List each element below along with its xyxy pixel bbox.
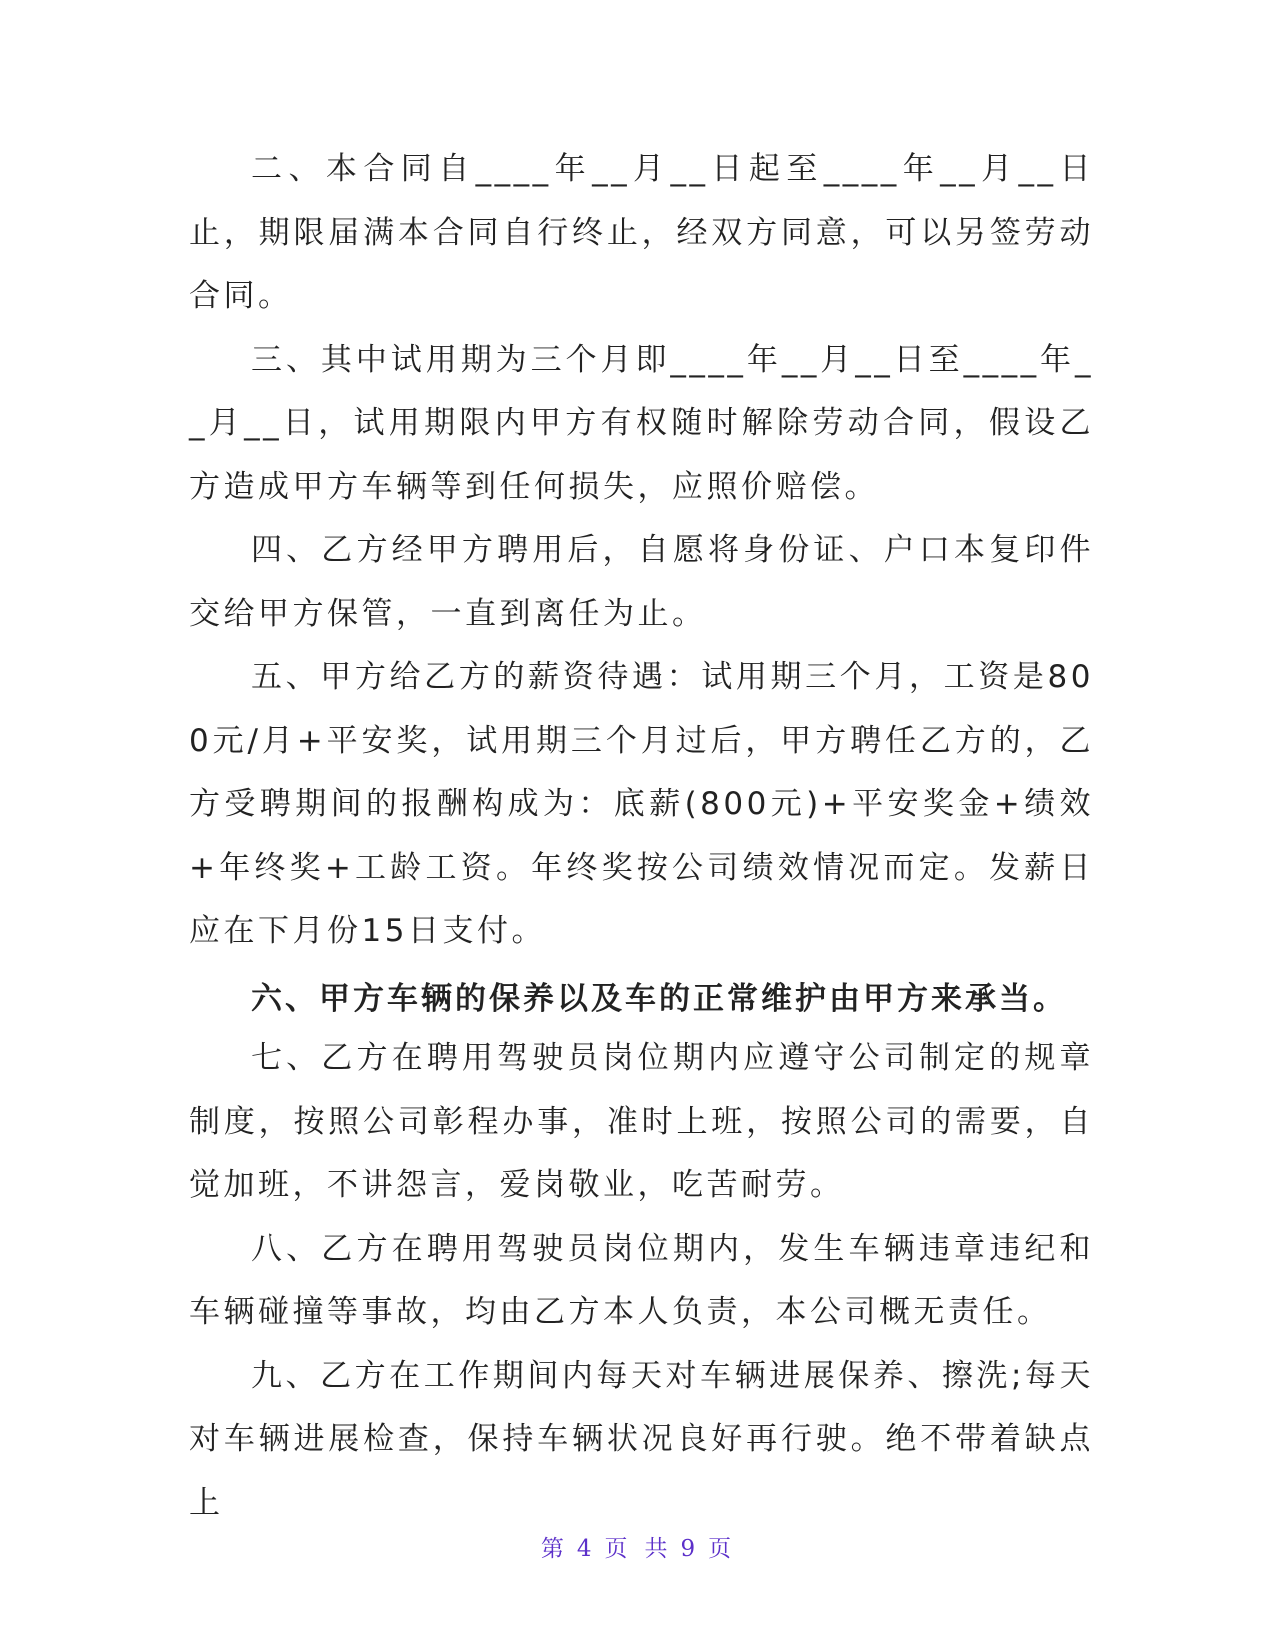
- footer-total-word: 共: [644, 1536, 671, 1562]
- page-number-footer: [0, 1530, 1275, 1563]
- clause-3: 三、其中试用期为三个月即____年__月__日至____年__月__日，试用期限内甲方有权随时解除劳动合同，假设乙方造成甲方车辆等到任何损失，应照价赔偿。: [189, 341, 1094, 505]
- footer-prefix: 第: [540, 1536, 567, 1562]
- clause-7: 七、乙方在聘用驾驶员岗位期内应遵守公司制定的规章制度，按照公司彰程办事，准时上班，按照公司的需要，自觉加班，不讲怨言，爱岗敬业，吃苦耐劳。: [189, 1040, 1094, 1203]
- clause-2: 二、本合同自____年__月__日起至____年__月__日止，期限届满本合同自行终止，经双方同意，可以另签劳动合同。: [189, 151, 1094, 314]
- clause-8: 八、乙方在聘用驾驶员岗位期内，发生车辆违章违纪和车辆碰撞等事故，均由乙方本人负责，本公司概无责任。: [189, 1230, 1094, 1330]
- clause-4: 四、乙方经甲方聘用后，自愿将身份证、户口本复印件交给甲方保管，一直到离任为止。: [189, 532, 1094, 632]
- clause-6: 六、甲方车辆的保养以及车的正常维护由甲方来承当。: [251, 980, 1067, 1017]
- footer-current-page: 4: [576, 1536, 595, 1562]
- contract-body: [189, 138, 1094, 1535]
- footer-total-pages: 9: [680, 1536, 699, 1562]
- footer-page-word: 页: [604, 1536, 631, 1562]
- footer-suffix: 页: [708, 1536, 735, 1562]
- clause-9: 九、乙方在工作期间内每天对车辆进展保养、擦洗;每天对车辆进展检查，保持车辆状况良好再行驶。绝不带着缺点上: [189, 1357, 1094, 1521]
- clause-5: 五、甲方给乙方的薪资待遇：试用期三个月，工资是800元/月+平安奖，试用期三个月过后，甲方聘任乙方的，乙方受聘期间的报酬构成为：底薪(800元)+平安奖金+绩效+年终奖+工龄工资。年终奖按公司绩效情况而定。发薪日应在下月份15日支付。: [189, 659, 1094, 949]
